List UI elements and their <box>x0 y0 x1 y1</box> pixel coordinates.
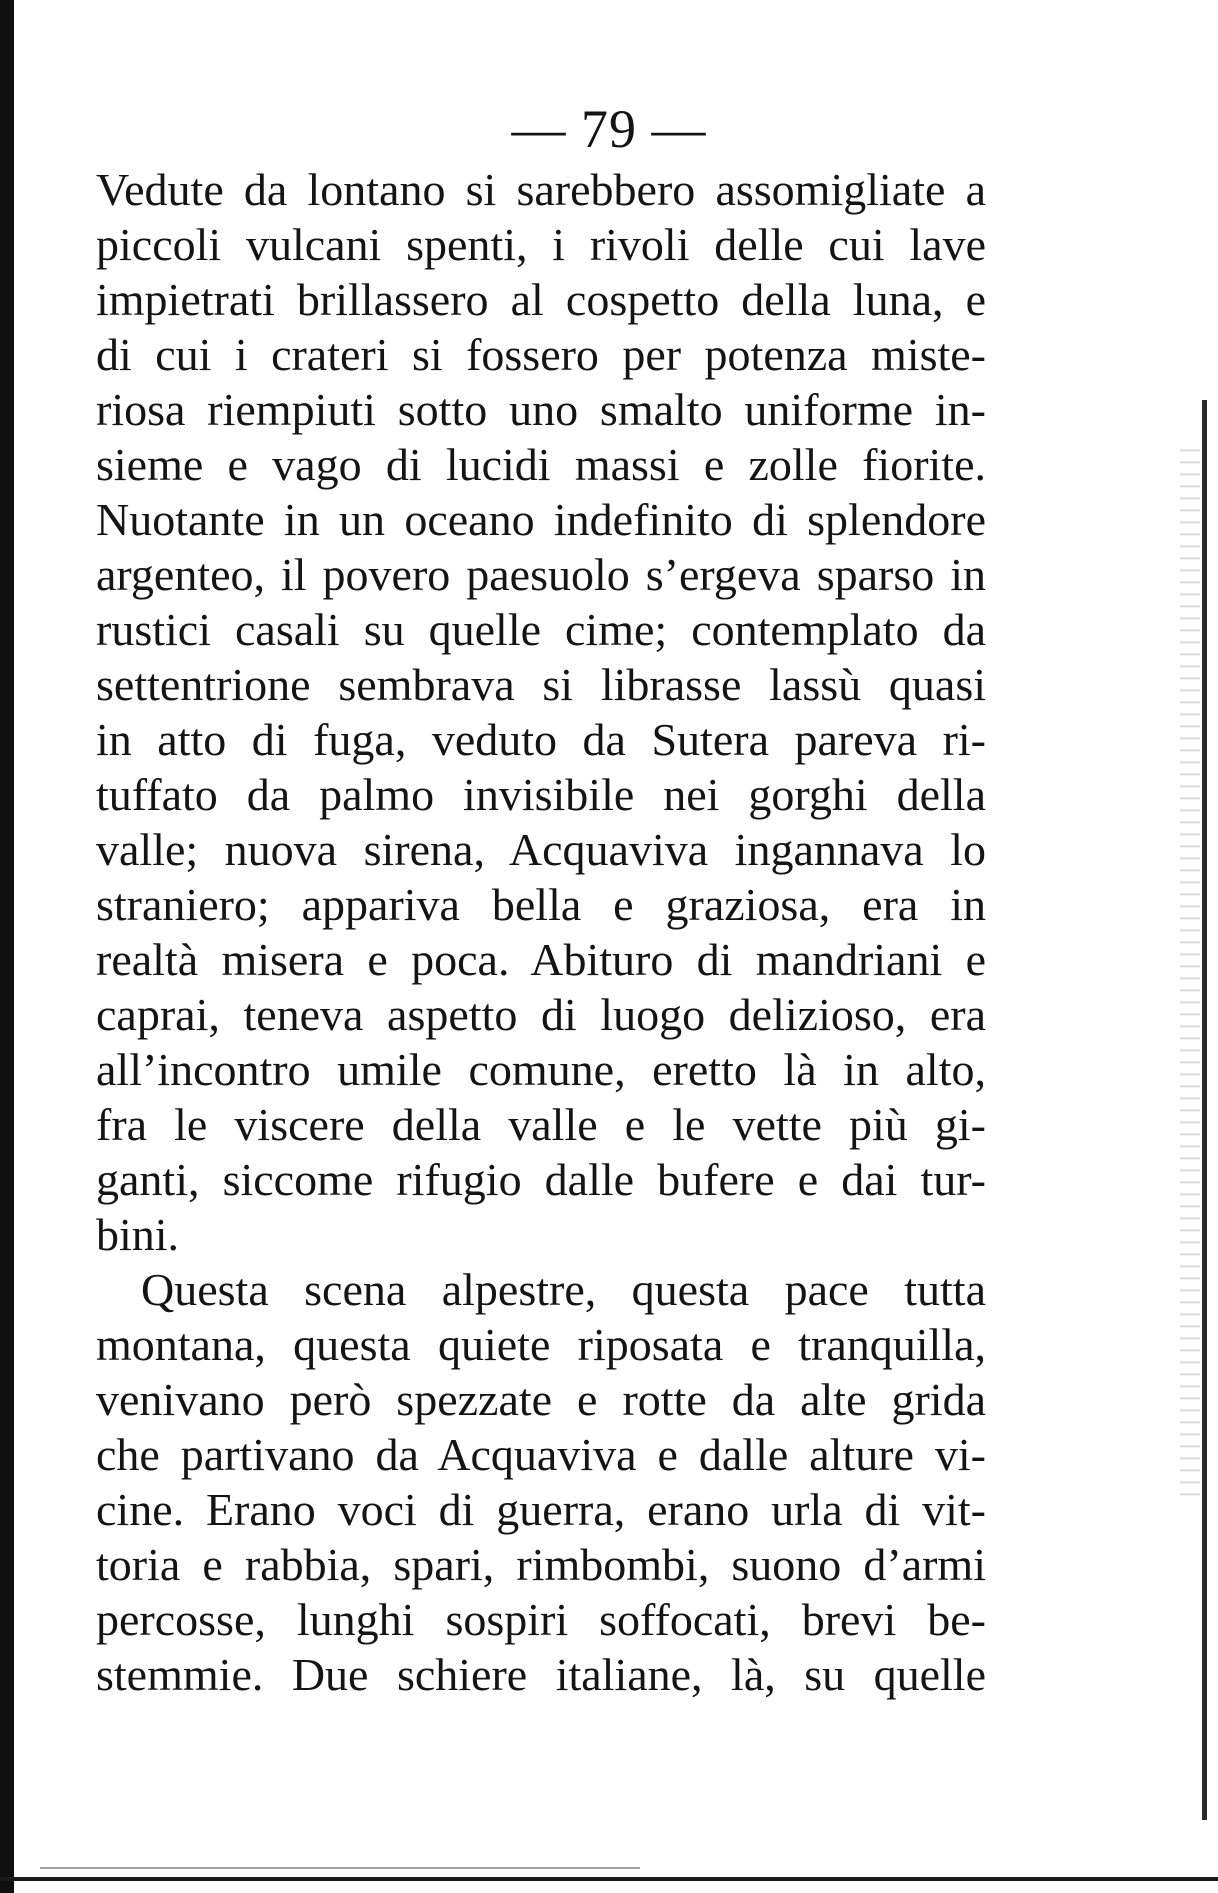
text-line: venivano però spezzate e rotte da alte grida <box>96 1374 986 1425</box>
scan-noise <box>1180 440 1200 1500</box>
text-line: argenteo, il povero paesuolo s’ergeva sparso in <box>96 549 986 600</box>
text-line: impietrati brillassero al cospetto della luna, e <box>96 274 986 325</box>
bottom-edge-shadow <box>0 1877 1218 1881</box>
text-line: che partivano da Acquaviva e dalle alture vi- <box>96 1429 986 1480</box>
text-line: ganti, siccome rifugio dalle bufere e dai tur- <box>96 1154 986 1205</box>
bottom-edge-shadow-inner <box>40 1867 640 1869</box>
text-line: Questa scena alpestre, questa pace tutta <box>141 1264 986 1315</box>
text-line: Vedute da lontano si sarebbero assomigliate a <box>96 164 986 215</box>
text-line: caprai, teneva aspetto di luogo delizioso, era <box>96 989 986 1040</box>
text-line: di cui i crateri si fossero per potenza miste- <box>96 329 986 380</box>
text-line: tuffato da palmo invisibile nei gorghi della <box>96 769 986 820</box>
text-line: all’incontro umile comune, eretto là in alto, <box>96 1044 986 1095</box>
body-text <box>96 162 986 1702</box>
text-line: percosse, lunghi sospiri soffocati, brevi be- <box>96 1594 986 1645</box>
text-line: in atto di fuga, veduto da Sutera pareva ri- <box>96 714 986 765</box>
text-line: fra le viscere della valle e le vette più gi- <box>96 1099 986 1150</box>
text-line: toria e rabbia, spari, rimbombi, suono d’armi <box>96 1539 986 1590</box>
text-line: straniero; appariva bella e graziosa, era in <box>96 879 986 930</box>
text-line: stemmie. Due schiere italiane, là, su quelle <box>96 1649 986 1700</box>
text-line: rustici casali su quelle cime; contemplato da <box>96 604 986 655</box>
text-line: montana, questa quiete riposata e tranquilla, <box>96 1319 986 1370</box>
text-line: cine. Erano voci di guerra, erano urla di vit- <box>96 1484 986 1535</box>
left-edge-shadow <box>0 0 14 1893</box>
text-line: valle; nuova sirena, Acquaviva ingannava lo <box>96 824 986 875</box>
text-line: Nuotante in un oceano indefinito di splendore <box>96 494 986 545</box>
text-line: bini. <box>96 1209 180 1260</box>
text-line: riosa riempiuti sotto uno smalto uniforme in- <box>96 384 986 435</box>
text-line: piccoli vulcani spenti, i rivoli delle cui lave <box>96 219 986 270</box>
page-number: — 79 — <box>511 99 707 159</box>
text-line: settentrione sembrava si librasse lassù quasi <box>96 659 986 710</box>
text-line: realtà misera e poca. Abituro di mandriani e <box>96 934 986 985</box>
text-line: sieme e vago di lucidi massi e zolle fiorite. <box>96 439 986 490</box>
right-edge-shadow <box>1202 400 1207 1820</box>
